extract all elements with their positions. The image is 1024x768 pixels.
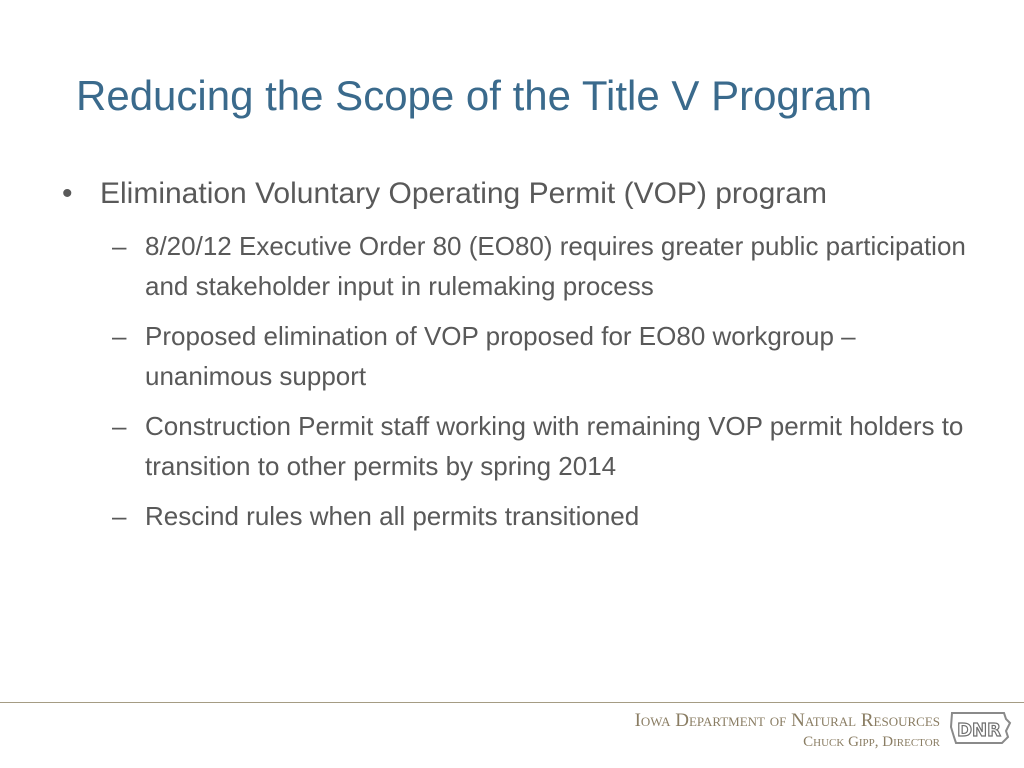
sub-bullet-text: 8/20/12 Executive Order 80 (EO80) requires greater public participation and stakeholder input in rulemaking process bbox=[145, 231, 966, 301]
bullet-icon: • bbox=[62, 177, 73, 210]
slide-title: Reducing the Scope of the Title V Program bbox=[76, 72, 873, 119]
bullet-item bbox=[62, 170, 982, 218]
sub-bullet-item bbox=[62, 316, 982, 396]
footer-director: Chuck Gipp, Director bbox=[803, 734, 940, 750]
dash-icon: – bbox=[112, 231, 127, 261]
sub-bullet-text: Rescind rules when all permits transitioned bbox=[145, 501, 640, 531]
footer-divider bbox=[0, 702, 1024, 703]
bullet-text: Elimination Voluntary Operating Permit (VOP) program bbox=[100, 177, 827, 210]
footer bbox=[635, 710, 940, 752]
logo-text: DNR bbox=[957, 720, 1001, 741]
slide-body bbox=[62, 170, 982, 546]
dnr-logo-icon bbox=[948, 709, 1012, 749]
dash-icon: – bbox=[112, 501, 127, 531]
sub-bullet-list bbox=[62, 226, 982, 536]
dash-icon: – bbox=[112, 321, 127, 351]
sub-bullet-text: Proposed elimination of VOP proposed for EO80 workgroup – unanimous support bbox=[145, 321, 856, 391]
sub-bullet-item bbox=[62, 226, 982, 306]
sub-bullet-item bbox=[62, 406, 982, 486]
dash-icon: – bbox=[112, 411, 127, 441]
sub-bullet-item bbox=[62, 496, 982, 536]
sub-bullet-text: Construction Permit staff working with remaining VOP permit holders to transition to other permits by spring 2014 bbox=[145, 411, 964, 481]
footer-organization: Iowa Department of Natural Resources bbox=[634, 710, 940, 731]
